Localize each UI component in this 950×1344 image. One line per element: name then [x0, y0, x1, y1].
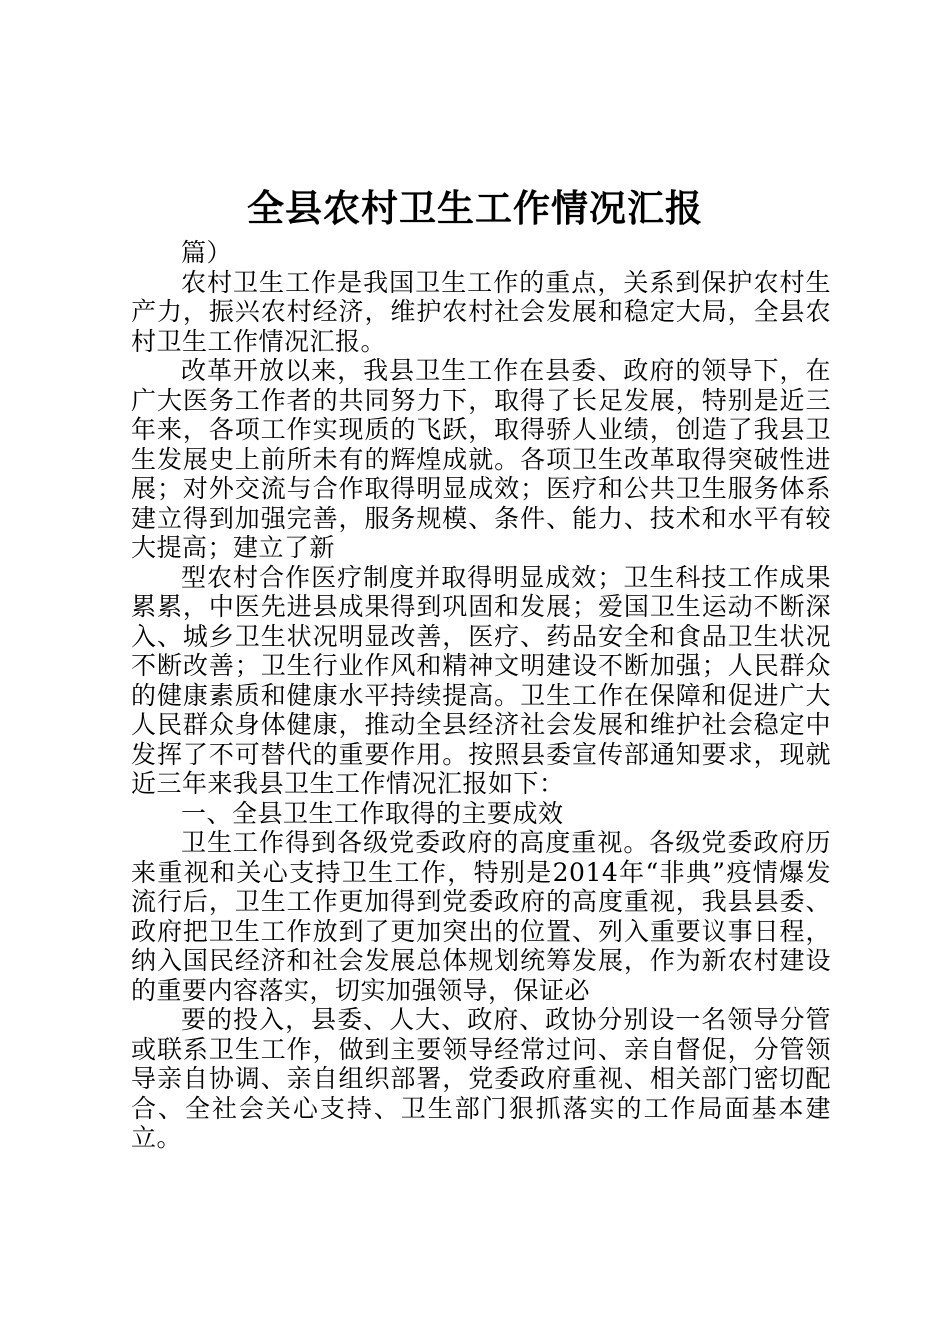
document-body — [131, 238, 831, 1153]
paragraph-achievements: 型农村合作医疗制度并取得明显成效；卫生科技工作成果累累，中医先进县成果得到巩固和发展；爱国卫生运动不断深入、城乡卫生状况明显改善，医疗、药品安全和食品卫生状况不断改善；卫生行业作风和精神文明建设不断加强；人民群众的健康素质和健康水平持续提高。卫生工作在保障和促进广大人民群众身体健康，推动全县经济社会发展和维护社会稳定中发挥了不可替代的重要作用。按照县委宣传部通知要求，现就近三年来我县卫生工作情况汇报如下： — [131, 562, 831, 798]
paragraph-reform: 改革开放以来，我县卫生工作在县委、政府的领导下，在广大医务工作者的共同努力下，取得了长足发展，特别是近三年来，各项工作实现质的飞跃，取得骄人业绩，创造了我县卫生发展史上前所未有的辉煌成就。各项卫生改革取得突破性进展；对外交流与合作取得明显成效；医疗和公共卫生服务体系建立得到加强完善，服务规模、条件、能力、技术和水平有较大提高；建立了新 — [131, 356, 831, 562]
paragraph-intro: 农村卫生工作是我国卫生工作的重点，关系到保护农村生产力，振兴农村经济，维护农村社会发展和稳定大局，全县农村卫生工作情况汇报。 — [131, 267, 831, 356]
paragraph-investment: 要的投入，县委、人大、政府、政协分别设一名领导分管或联系卫生工作，做到主要领导经常过问、亲自督促，分管领导亲自协调、亲自组织部署，党委政府重视、相关部门密切配合、全社会关心支持、卫生部门狠抓落实的工作局面基本建立。 — [131, 1005, 831, 1152]
section-heading: 一、全县卫生工作取得的主要成效 — [181, 798, 564, 828]
paragraph-leadership: 卫生工作得到各级党委政府的高度重视。各级党委政府历来重视和关心支持卫生工作，特别是2014年“非典”疫情爆发流行后，卫生工作更加得到党委政府的高度重视，我县县委、政府把卫生工作放到了更加突出的位置、列入重要议事日程，纳入国民经济和社会发展总体规划统筹发展，作为新农村建设的重要内容落实，切实加强领导，保证必 — [131, 828, 831, 1005]
paragraph-fragment-heading: 篇） — [181, 238, 233, 267]
document-title: 全县农村卫生工作情况汇报 — [247, 187, 703, 230]
